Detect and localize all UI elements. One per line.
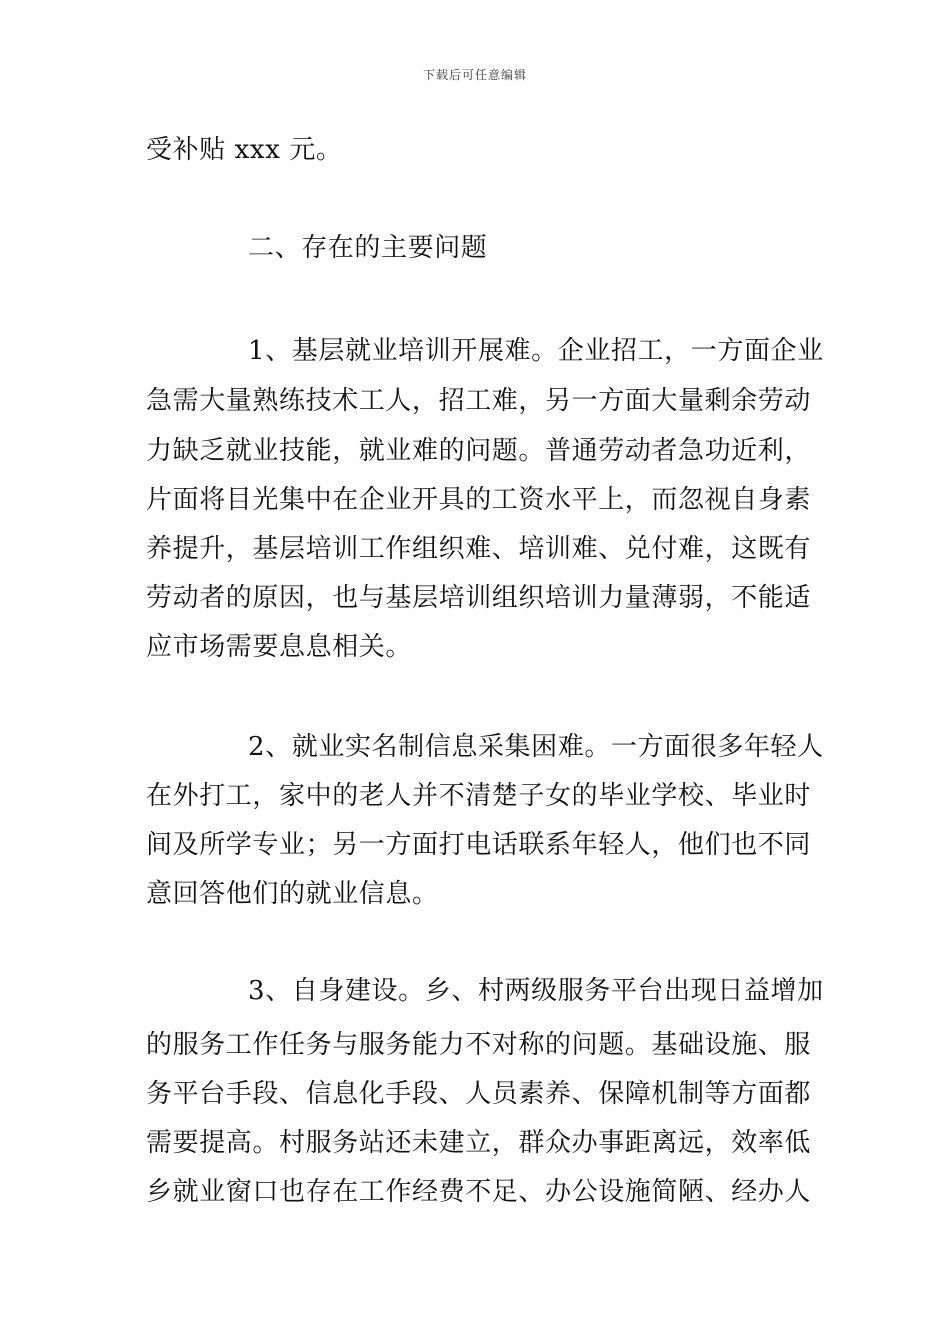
paragraph-line: 劳动者的原因，也与基层培训组织培训力量薄弱，不能适 bbox=[146, 583, 812, 613]
text-line: 受补贴 xxx 元。 bbox=[146, 135, 343, 165]
paragraph-line: 力缺乏就业技能，就业难的问题。普通劳动者急功近利， bbox=[146, 436, 812, 466]
paragraph-line: 片面将目光集中在企业开具的工资水平上，而忽视自身素 bbox=[146, 485, 812, 515]
section-heading: 二、存在的主要问题 bbox=[248, 233, 488, 263]
paragraph-line: 需要提高。村服务站还未建立，群众办事距离远，效率低 bbox=[146, 1128, 812, 1158]
paragraph-line: 2、就业实名制信息采集困难。一方面很多年轻人 bbox=[248, 732, 824, 762]
paragraph-line: 1、基层就业培训开展难。企业招工，一方面企业 bbox=[248, 336, 824, 366]
paragraph-line: 乡就业窗口也存在工作经费不足、办公设施简陋、经办人 bbox=[146, 1177, 812, 1207]
paragraph-line: 意回答他们的就业信息。 bbox=[146, 879, 439, 909]
paragraph-line: 3、自身建设。乡、村两级服务平台出现日益增加 bbox=[248, 976, 824, 1006]
paragraph-line: 在外打工，家中的老人并不清楚子女的毕业学校、毕业时 bbox=[146, 781, 812, 811]
page-header: 下载后可任意编辑 bbox=[422, 68, 527, 82]
paragraph-line: 应市场需要息息相关。 bbox=[146, 632, 413, 662]
paragraph-line: 的服务工作任务与服务能力不对称的问题。基础设施、服 bbox=[146, 1030, 812, 1060]
paragraph-line: 养提升，基层培训工作组织难、培训难、兑付难，这既有 bbox=[146, 534, 812, 564]
paragraph-line: 急需大量熟练技术工人，招工难，另一方面大量剩余劳动 bbox=[146, 386, 812, 416]
paragraph-line: 间及所学专业；另一方面打电话联系年轻人，他们也不同 bbox=[146, 830, 812, 860]
paragraph-line: 务平台手段、信息化手段、人员素养、保障机制等方面都 bbox=[146, 1079, 812, 1109]
